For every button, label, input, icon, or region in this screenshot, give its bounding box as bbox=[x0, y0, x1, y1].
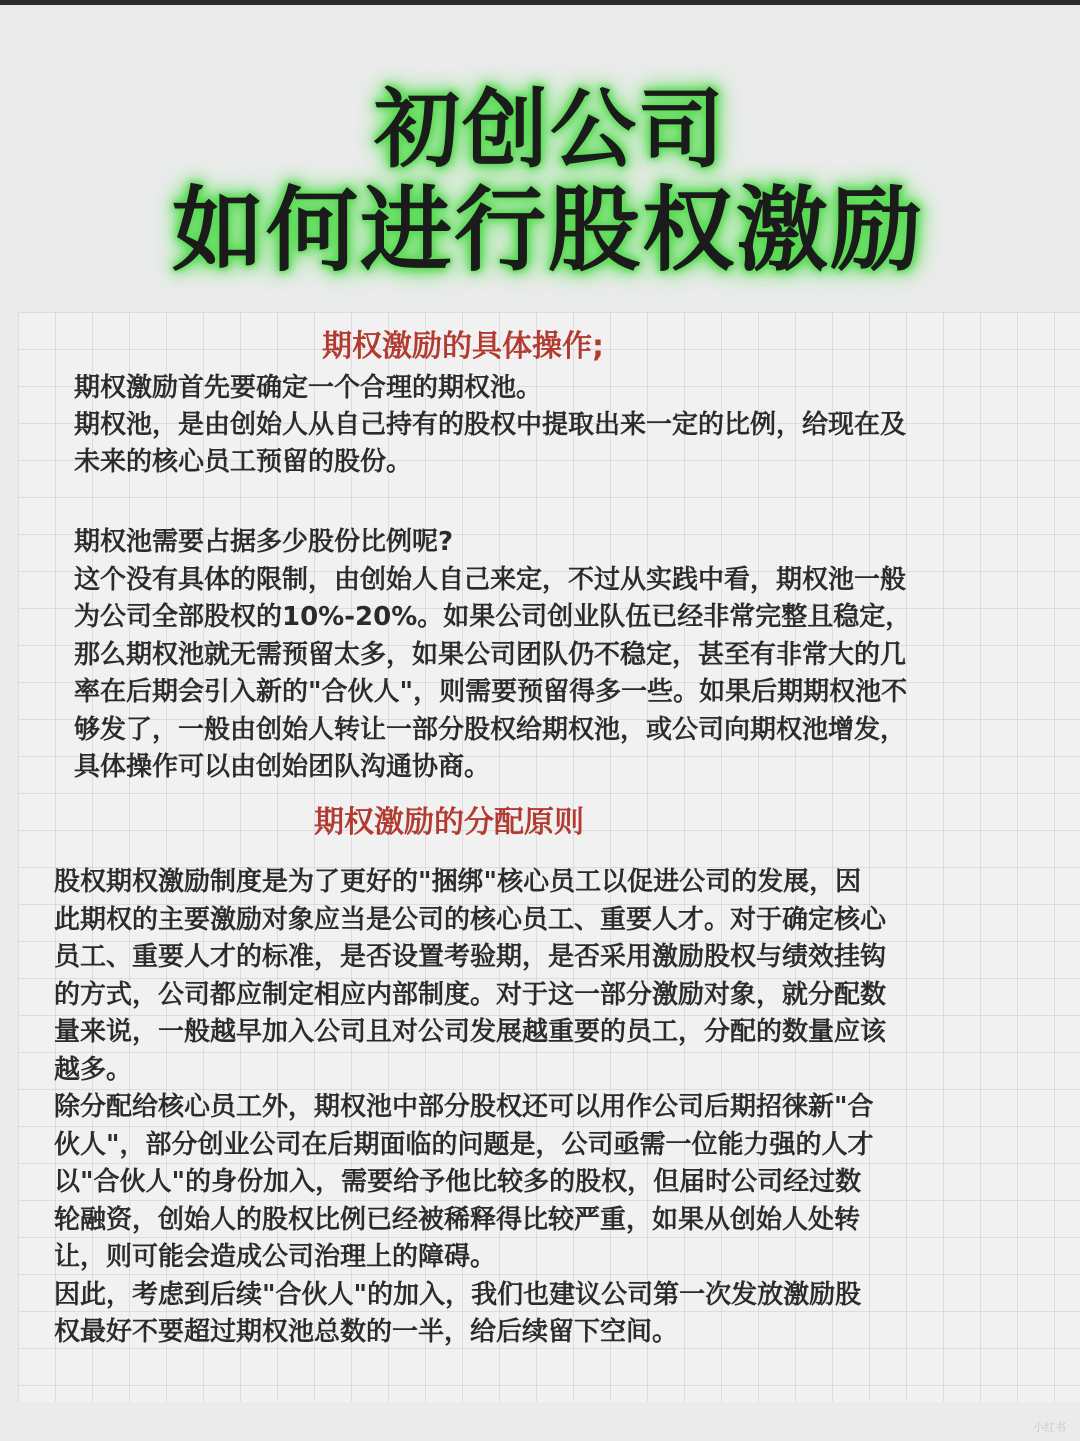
text-line: 那么期权池就无需预留太多，如果公司团队仍不稳定，甚至有非常大的几 bbox=[74, 639, 907, 670]
text-line: 因此，考虑到后续"合伙人"的加入，我们也建议公司第一次发放激励股 bbox=[54, 1279, 862, 1310]
paragraph-allocation-principles bbox=[54, 864, 886, 1352]
text-line: 期权池需要占据多少股份比例呢? bbox=[74, 527, 454, 557]
section-heading-allocation: 期权激励的分配原则 bbox=[314, 805, 584, 840]
text-line: 期权激励首先要确定一个合理的期权池。 bbox=[74, 373, 543, 403]
text-line: 率在后期会引入新的"合伙人"，则需要预留得多一些。如果后期期权池不 bbox=[74, 677, 908, 707]
text-line: 够发了，一般由创始人转让一部分股权给期权池，或公司向期权池增发， bbox=[74, 714, 907, 745]
text-line: 越多。 bbox=[54, 1054, 133, 1085]
text-line: 股权期权激励制度是为了更好的"捆绑"核心员工以促进公司的发展，因 bbox=[54, 867, 862, 897]
text-line: 这个没有具体的限制，由创始人自己来定，不过从实践中看，期权池一般 bbox=[74, 564, 907, 595]
text-line: 此期权的主要激励对象应当是公司的核心员工、重要人才。对于确定核心 bbox=[54, 904, 887, 935]
text-line: 让，则可能会造成公司治理上的障碍。 bbox=[54, 1242, 497, 1272]
text-line: 轮融资，创始人的股权比例已经被稀释得比较严重，如果从创始人处转 bbox=[54, 1204, 861, 1235]
text-line: 的方式，公司都应制定相应内部制度。对于这一部分激励对象，就分配数 bbox=[54, 979, 887, 1010]
text-line: 期权池，是由创始人从自己持有的股权中提取出来一定的比例，给现在及 bbox=[74, 410, 907, 440]
section-heading-operation: 期权激励的具体操作; bbox=[322, 329, 604, 364]
text-line: 伙人"，部分创业公司在后期面临的问题是，公司亟需一位能力强的人才 bbox=[54, 1129, 874, 1160]
text-line: 除分配给核心员工外，期权池中部分股权还可以用作公司后期招徕新"合 bbox=[54, 1092, 874, 1122]
text-line: 以"合伙人"的身份加入，需要给予他比较多的股权，但届时公司经过数 bbox=[54, 1167, 862, 1197]
paragraph-option-pool-ratio bbox=[74, 524, 911, 787]
paragraph-option-pool-intro bbox=[74, 370, 906, 481]
text-line: 员工、重要人才的标准，是否设置考验期，是否采用激励股权与绩效挂钩 bbox=[54, 942, 887, 972]
watermark-logo: 小红书 bbox=[1033, 1421, 1066, 1434]
text-line: 未来的核心员工预留的股份。 bbox=[74, 447, 413, 477]
top-edge-bar bbox=[0, 0, 1080, 5]
title-line-1: 初创公司 bbox=[374, 80, 726, 180]
text-line: 量来说，一般越早加入公司且对公司发展越重要的员工，分配的数量应该 bbox=[54, 1017, 887, 1047]
text-line: 权最好不要超过期权池总数的一半，给后续留下空间。 bbox=[54, 1317, 679, 1347]
text-line: 具体操作可以由创始团队沟通协商。 bbox=[74, 752, 491, 782]
text-line: 为公司全部股权的10%-20%。如果公司创业队伍已经非常完整且稳定， bbox=[74, 602, 912, 632]
title-line-2: 如何进行股权激励 bbox=[171, 177, 924, 284]
